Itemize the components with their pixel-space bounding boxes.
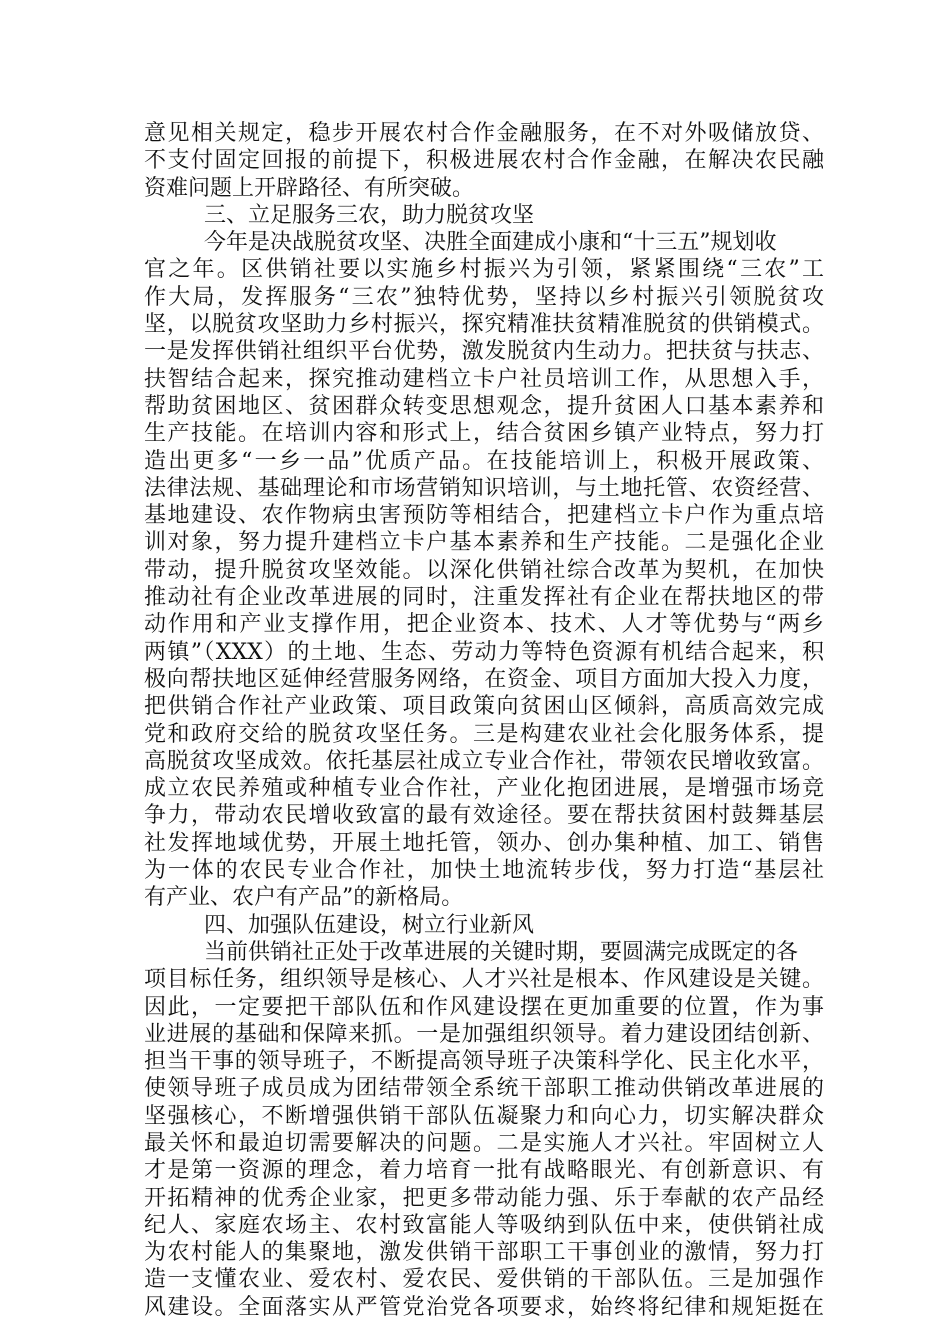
paragraph-line: 担当干事的领导班子，不断提高领导班子决策科学化、民主化水平， xyxy=(144,1049,824,1075)
paragraph-line: 纪人、家庭农场主、农村致富能人等吸纳到队伍中来，使供销社成 xyxy=(144,1212,824,1238)
paragraph-line: 争力，带动农民增收致富的最有效途径。要在帮扶贫困村鼓舞基层 xyxy=(144,803,824,829)
paragraph-line: 极向帮扶地区延伸经营服务网络，在资金、项目方面加大投入力度， xyxy=(144,666,824,692)
paragraph-line: 因此，一定要把干部队伍和作风建设摆在更加重要的位置，作为事 xyxy=(144,994,824,1020)
paragraph-line: 为一体的农民专业合作社，加快土地流转步伐，努力打造“基层社 xyxy=(144,858,824,884)
paragraph-last-line: 资难问题上开辟路径、有所突破。 xyxy=(144,175,475,201)
paragraph-line: 扶智结合起来，探究推动建档立卡户社员培训工作，从思想入手， xyxy=(144,366,824,392)
paragraph-line: 项目标任务，组织领导是核心、人才兴社是根本、作风建设是关键。 xyxy=(144,967,824,993)
document-page xyxy=(144,120,824,1321)
paragraph-line: 两镇”（XXX）的土地、生态、劳动力等特色资源有机结合起来，积 xyxy=(144,639,824,665)
section-heading: 四、加强队伍建设，树立行业新风 xyxy=(204,912,535,938)
paragraph-line: 意见相关规定，稳步开展农村合作金融服务，在不对外吸储放贷、 xyxy=(144,121,824,146)
paragraph-line: 高脱贫攻坚成效。依托基层社成立专业合作社，带领农民增收致富。 xyxy=(144,748,824,774)
paragraph-line: 坚，以脱贫攻坚助力乡村振兴，探究精准扶贫精准脱贫的供销模式。 xyxy=(144,312,824,338)
paragraph-line: 训对象，努力提升建档立卡户基本素养和生产技能。二是强化企业 xyxy=(144,530,824,556)
paragraph-line: 帮助贫困地区、贫困群众转变思想观念，提升贫困人口基本素养和 xyxy=(144,393,824,419)
paragraph-line: 社发挥地域优势，开展土地托管，领办、创办集种植、加工、销售 xyxy=(144,830,824,856)
paragraph-first-line: 当前供销社正处于改革进展的关键时期，要圆满完成既定的各 xyxy=(204,939,799,965)
paragraph-line: 法律法规、基础理论和市场营销知识培训，与土地托管、农资经营、 xyxy=(144,475,824,501)
paragraph-line: 推动社有企业改革进展的同时，注重发挥社有企业在帮扶地区的带 xyxy=(144,585,824,611)
paragraph-line: 造一支懂农业、爱农村、爱农民、爱供销的干部队伍。三是加强作 xyxy=(144,1267,824,1293)
paragraph-line: 为农村能人的集聚地，激发供销干部职工干事创业的激情，努力打 xyxy=(144,1240,824,1266)
paragraph-line: 风建设。全面落实从严管党治党各项要求，始终将纪律和规矩挺在 xyxy=(144,1294,824,1320)
paragraph-line: 生产技能。在培训内容和形式上，结合贫困乡镇产业特点，努力打 xyxy=(144,421,824,447)
paragraph-first-line: 今年是决战脱贫攻坚、决胜全面建成小康和“十三五”规划收 xyxy=(204,230,777,256)
paragraph-line: 最关怀和最迫切需要解决的问题。二是实施人才兴社。牢固树立人 xyxy=(144,1130,824,1156)
paragraph-line: 动作用和产业支撑作用，把企业资本、技术、人才等优势与“两乡 xyxy=(144,612,824,638)
paragraph-last-line: 有产业、农户有产品”的新格局。 xyxy=(144,885,464,911)
paragraph-line: 坚强核心，不断增强供销干部队伍凝聚力和向心力，切实解决群众 xyxy=(144,1103,824,1129)
paragraph-line: 才是第一资源的理念，着力培育一批有战略眼光、有创新意识、有 xyxy=(144,1158,824,1184)
paragraph-line: 一是发挥供销社组织平台优势，激发脱贫内生动力。把扶贫与扶志、 xyxy=(144,339,824,365)
section-heading: 三、立足服务三农，助力脱贫攻坚 xyxy=(204,202,535,228)
paragraph-line: 使领导班子成员成为团结带领全系统干部职工推动供销改革进展的 xyxy=(144,1076,824,1102)
paragraph-line: 作大局，发挥服务“三农”独特优势，坚持以乡村振兴引领脱贫攻 xyxy=(144,284,824,310)
paragraph-line: 基地建设、农作物病虫害预防等相结合，把建档立卡户作为重点培 xyxy=(144,503,824,529)
paragraph-line: 官之年。区供销社要以实施乡村振兴为引领，紧紧围绕“三农”工 xyxy=(144,257,824,283)
paragraph-line: 开拓精神的优秀企业家，把更多带动能力强、乐于奉献的农产品经 xyxy=(144,1185,824,1211)
paragraph-line: 业进展的基础和保障来抓。一是加强组织领导。着力建设团结创新、 xyxy=(144,1021,824,1047)
paragraph-line: 不支付固定回报的前提下，积极进展农村合作金融，在解决农民融 xyxy=(144,148,824,174)
paragraph-line: 党和政府交给的脱贫攻坚任务。三是构建农业社会化服务体系，提 xyxy=(144,721,824,747)
paragraph-line: 把供销合作社产业政策、项目政策向贫困山区倾斜，高质高效完成 xyxy=(144,694,824,720)
paragraph-line: 带动，提升脱贫攻坚效能。以深化供销社综合改革为契机，在加快 xyxy=(144,557,824,583)
paragraph-line: 成立农民养殖或种植专业合作社，产业化抱团进展，是增强市场竞 xyxy=(144,776,824,802)
paragraph-line: 造出更多“一乡一品”优质产品。在技能培训上，积极开展政策、 xyxy=(144,448,824,474)
